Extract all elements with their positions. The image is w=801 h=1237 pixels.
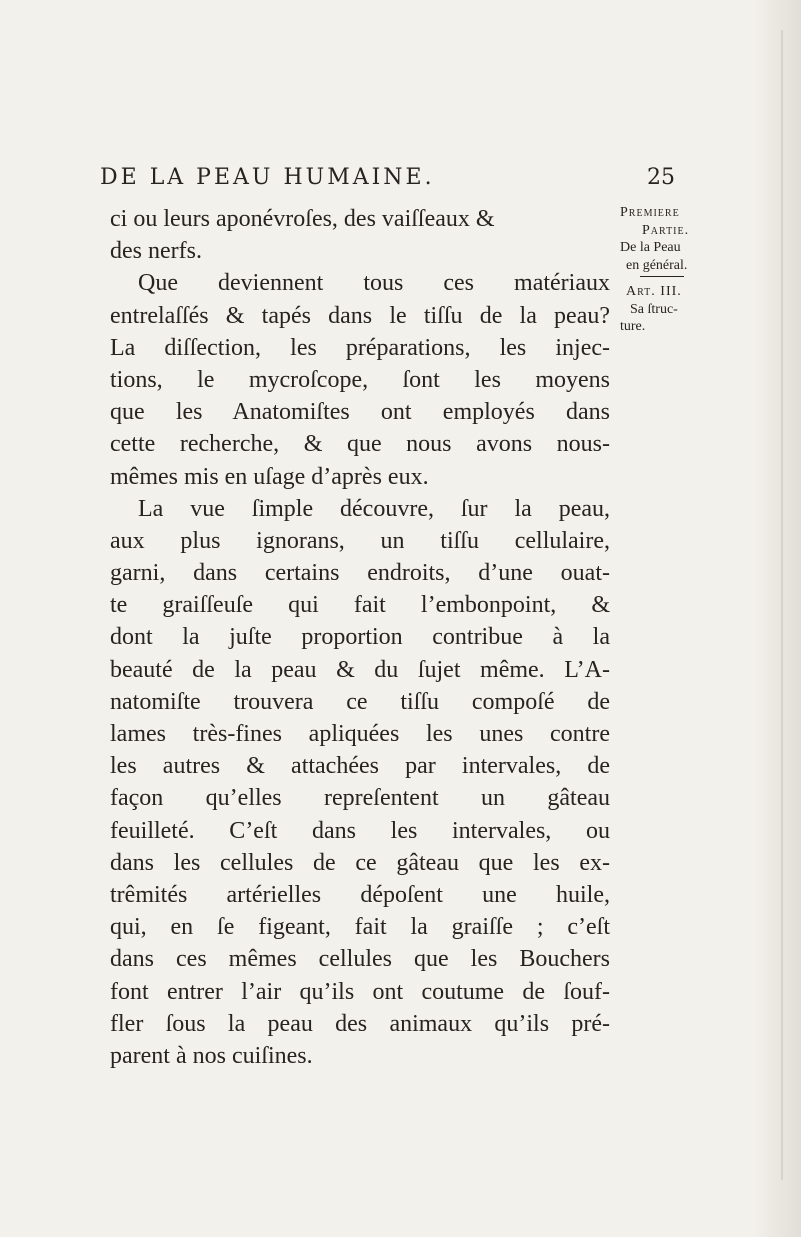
text-line: fler ſous la peau des animaux qu’ils pré-	[110, 1010, 610, 1037]
binding-edge-line	[781, 30, 783, 1180]
text-line: La vue ſimple découvre, ſur la peau,	[138, 495, 610, 522]
text-line: font entrer l’air qu’ils ont coutume de ſouf-	[110, 978, 610, 1005]
text-line: aux plus ignorans, un tiſſu cellulaire,	[110, 527, 610, 554]
text-line: beauté de la peau & du ſujet même. L’A-	[110, 656, 610, 683]
text-line: façon qu’elles repreſentent un gâteau	[110, 785, 610, 812]
text-line: lames très-fines apliquées les unes contre	[110, 721, 610, 747]
text-line: Que deviennent tous ces matériaux	[138, 270, 610, 297]
text-line: trêmités artérielles dépoſent une huile,	[110, 881, 610, 908]
margin-note-line: Sa ſtruc-	[630, 301, 678, 317]
text-line: que les Anatomiſtes ont employés dans	[110, 399, 610, 426]
text-line: ci ou leurs aponévroſes, des vaiſſeaux &	[110, 206, 495, 232]
page-number: 25	[647, 165, 675, 190]
text-line: garni, dans certains endroits, d’une ouat-	[110, 560, 610, 587]
running-header	[100, 165, 675, 190]
text-line: cette recherche, & que nous avons nous-	[110, 431, 610, 458]
text-line: les autres & attachées par intervales, de	[110, 753, 610, 780]
margin-note-line: Premiere	[620, 205, 680, 220]
text-line: natomiſte trouvera ce tiſſu compoſé de	[110, 688, 610, 715]
margin-note-line: en général.	[626, 257, 688, 273]
margin-note	[620, 204, 780, 336]
text-line: La diſſection, les préparations, les injec-	[110, 334, 610, 361]
text-line: te graiſſeuſe qui fait l’embonpoint, &	[110, 592, 610, 619]
text-line: tions, le mycroſcope, ſont les moyens	[110, 366, 610, 393]
text-line: feuilleté. C’eſt dans les intervales, ou	[110, 817, 610, 844]
text-line: dans les cellules de ce gâteau que les ex-	[110, 849, 610, 876]
text-line: entrelaſſés & tapés dans le tiſſu de la peau?	[110, 302, 610, 329]
margin-note-line: ture.	[620, 319, 646, 334]
body-text	[110, 203, 610, 1072]
text-line: dans ces mêmes cellules que les Bouchers	[110, 946, 610, 973]
text-line: mêmes mis en uſage d’après eux.	[110, 463, 429, 490]
text-line: qui, en ſe figeant, fait la graiſſe ; c’eſt	[110, 914, 610, 941]
text-line: parent à nos cuiſines.	[110, 1042, 313, 1069]
text-line: des nerfs.	[110, 238, 202, 265]
margin-note-line: Partie.	[642, 222, 690, 238]
running-title: DE LA PEAU HUMAINE.	[100, 165, 435, 190]
text-line: dont la juſte proportion contribue à la	[110, 624, 610, 651]
page-edge-shadow	[753, 0, 801, 1237]
margin-note-rule	[640, 276, 684, 277]
margin-note-line: De la Peau	[620, 240, 681, 255]
margin-note-line: Art. III.	[626, 284, 682, 299]
